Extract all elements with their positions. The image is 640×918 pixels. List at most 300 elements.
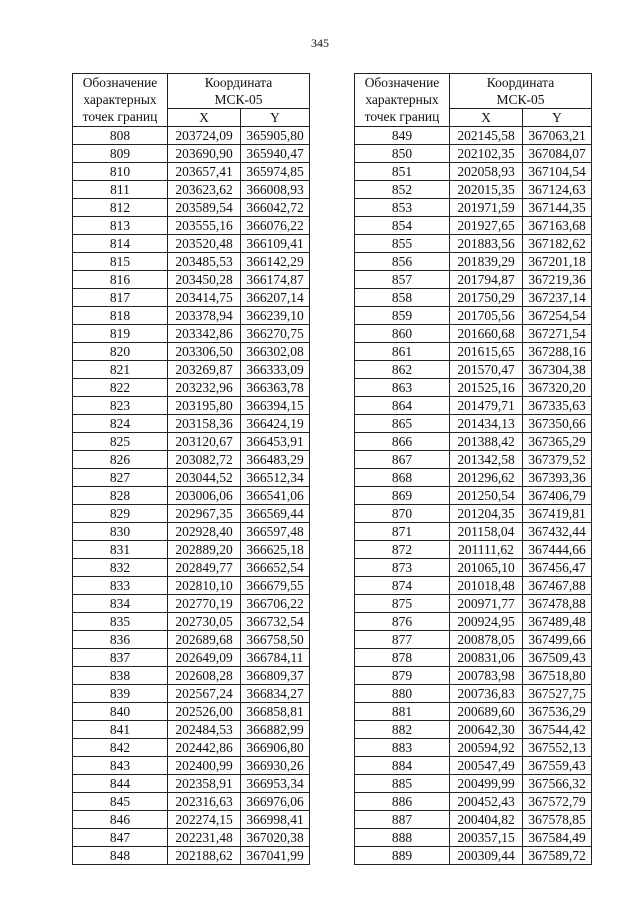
x-coordinate-cell: 203120,67 xyxy=(168,433,241,451)
table-row xyxy=(73,379,310,397)
table-row xyxy=(73,559,310,577)
point-number-cell: 858 xyxy=(355,289,450,307)
x-coordinate-cell: 203195,80 xyxy=(168,397,241,415)
y-coordinate-cell: 367544,42 xyxy=(523,721,592,739)
table-row xyxy=(355,145,592,163)
point-number-cell: 882 xyxy=(355,721,450,739)
y-coordinate-cell: 366976,06 xyxy=(241,793,310,811)
point-number-cell: 839 xyxy=(73,685,168,703)
point-number-cell: 815 xyxy=(73,253,168,271)
header-point-label xyxy=(355,74,450,127)
x-coordinate-cell: 202849,77 xyxy=(168,559,241,577)
y-coordinate-cell: 366953,34 xyxy=(241,775,310,793)
x-coordinate-cell: 200736,83 xyxy=(450,685,523,703)
table-row xyxy=(73,631,310,649)
table-row xyxy=(355,793,592,811)
point-number-cell: 836 xyxy=(73,631,168,649)
table-row xyxy=(355,811,592,829)
point-number-cell: 867 xyxy=(355,451,450,469)
point-number-cell: 887 xyxy=(355,811,450,829)
y-coordinate-cell: 366109,41 xyxy=(241,235,310,253)
x-coordinate-cell: 202770,19 xyxy=(168,595,241,613)
y-coordinate-cell: 366270,75 xyxy=(241,325,310,343)
x-coordinate-cell: 201570,47 xyxy=(450,361,523,379)
y-coordinate-cell: 367419,81 xyxy=(523,505,592,523)
x-coordinate-cell: 203378,94 xyxy=(168,307,241,325)
x-coordinate-cell: 201111,62 xyxy=(450,541,523,559)
point-number-cell: 848 xyxy=(73,847,168,865)
table-row xyxy=(355,487,592,505)
y-coordinate-cell: 366239,10 xyxy=(241,307,310,325)
point-number-cell: 889 xyxy=(355,847,450,865)
point-number-cell: 819 xyxy=(73,325,168,343)
y-coordinate-cell: 367509,43 xyxy=(523,649,592,667)
table-row xyxy=(73,307,310,325)
table-row xyxy=(73,595,310,613)
y-coordinate-cell: 366834,27 xyxy=(241,685,310,703)
point-number-cell: 884 xyxy=(355,757,450,775)
point-number-cell: 879 xyxy=(355,667,450,685)
y-coordinate-cell: 366042,72 xyxy=(241,199,310,217)
y-coordinate-cell: 367254,54 xyxy=(523,307,592,325)
x-coordinate-cell: 202689,68 xyxy=(168,631,241,649)
y-coordinate-cell: 366809,37 xyxy=(241,667,310,685)
table-row xyxy=(73,541,310,559)
x-coordinate-cell: 202810,10 xyxy=(168,577,241,595)
table-row xyxy=(355,685,592,703)
table-row xyxy=(355,775,592,793)
table-row xyxy=(355,523,592,541)
y-coordinate-cell: 367432,44 xyxy=(523,523,592,541)
table-row xyxy=(73,271,310,289)
x-coordinate-cell: 201158,04 xyxy=(450,523,523,541)
y-coordinate-cell: 367518,80 xyxy=(523,667,592,685)
table-row xyxy=(73,415,310,433)
page-number: 345 xyxy=(311,36,329,50)
point-number-cell: 855 xyxy=(355,235,450,253)
x-coordinate-cell: 203082,72 xyxy=(168,451,241,469)
x-coordinate-cell: 203690,90 xyxy=(168,145,241,163)
table-row xyxy=(73,487,310,505)
x-coordinate-cell: 200924,95 xyxy=(450,613,523,631)
x-coordinate-cell: 200971,77 xyxy=(450,595,523,613)
table-row xyxy=(73,361,310,379)
header-label-line: Обозначение xyxy=(364,75,440,90)
x-coordinate-cell: 203306,50 xyxy=(168,343,241,361)
table-row xyxy=(355,451,592,469)
x-coordinate-cell: 201525,16 xyxy=(450,379,523,397)
y-coordinate-cell: 367288,16 xyxy=(523,343,592,361)
point-number-cell: 812 xyxy=(73,199,168,217)
table-row xyxy=(355,397,592,415)
point-number-cell: 826 xyxy=(73,451,168,469)
x-coordinate-cell: 203657,41 xyxy=(168,163,241,181)
x-coordinate-cell: 202442,86 xyxy=(168,739,241,757)
table-row xyxy=(355,289,592,307)
point-number-cell: 810 xyxy=(73,163,168,181)
y-coordinate-cell: 367499,66 xyxy=(523,631,592,649)
x-coordinate-cell: 202567,24 xyxy=(168,685,241,703)
header-coordinate xyxy=(450,74,592,109)
x-coordinate-cell: 203485,53 xyxy=(168,253,241,271)
point-number-cell: 822 xyxy=(73,379,168,397)
y-coordinate-cell: 367444,66 xyxy=(523,541,592,559)
point-number-cell: 886 xyxy=(355,793,450,811)
y-coordinate-cell: 366998,41 xyxy=(241,811,310,829)
y-coordinate-cell: 366174,87 xyxy=(241,271,310,289)
y-coordinate-cell: 367320,20 xyxy=(523,379,592,397)
table-row xyxy=(355,541,592,559)
x-coordinate-cell: 200452,43 xyxy=(450,793,523,811)
y-coordinate-cell: 367527,75 xyxy=(523,685,592,703)
table-row xyxy=(73,685,310,703)
x-coordinate-cell: 200547,49 xyxy=(450,757,523,775)
point-number-cell: 875 xyxy=(355,595,450,613)
point-number-cell: 859 xyxy=(355,307,450,325)
table-row xyxy=(73,847,310,865)
point-number-cell: 837 xyxy=(73,649,168,667)
table-row xyxy=(73,613,310,631)
y-coordinate-cell: 366882,99 xyxy=(241,721,310,739)
y-coordinate-cell: 367144,35 xyxy=(523,199,592,217)
y-coordinate-cell: 366142,29 xyxy=(241,253,310,271)
x-coordinate-cell: 200309,44 xyxy=(450,847,523,865)
y-coordinate-cell: 366784,11 xyxy=(241,649,310,667)
x-coordinate-cell: 202358,91 xyxy=(168,775,241,793)
y-coordinate-cell: 367237,14 xyxy=(523,289,592,307)
table-row xyxy=(355,307,592,325)
x-coordinate-cell: 202649,09 xyxy=(168,649,241,667)
y-coordinate-cell: 367536,29 xyxy=(523,703,592,721)
x-coordinate-cell: 202400,99 xyxy=(168,757,241,775)
point-number-cell: 817 xyxy=(73,289,168,307)
point-number-cell: 864 xyxy=(355,397,450,415)
table-row xyxy=(355,469,592,487)
y-coordinate-cell: 367104,54 xyxy=(523,163,592,181)
point-number-cell: 821 xyxy=(73,361,168,379)
y-coordinate-cell: 367041,99 xyxy=(241,847,310,865)
point-number-cell: 860 xyxy=(355,325,450,343)
point-number-cell: 846 xyxy=(73,811,168,829)
table-row xyxy=(73,505,310,523)
x-coordinate-cell: 202608,28 xyxy=(168,667,241,685)
x-coordinate-cell: 202274,15 xyxy=(168,811,241,829)
y-coordinate-cell: 367350,66 xyxy=(523,415,592,433)
x-coordinate-cell: 200594,92 xyxy=(450,739,523,757)
table-row xyxy=(73,757,310,775)
table-row xyxy=(355,649,592,667)
point-number-cell: 827 xyxy=(73,469,168,487)
table-body-right xyxy=(355,127,592,865)
point-number-cell: 825 xyxy=(73,433,168,451)
y-coordinate-cell: 367379,52 xyxy=(523,451,592,469)
point-number-cell: 842 xyxy=(73,739,168,757)
point-number-cell: 838 xyxy=(73,667,168,685)
point-number-cell: 876 xyxy=(355,613,450,631)
y-coordinate-cell: 366207,14 xyxy=(241,289,310,307)
y-coordinate-cell: 367589,72 xyxy=(523,847,592,865)
point-number-cell: 878 xyxy=(355,649,450,667)
table-row xyxy=(73,433,310,451)
point-number-cell: 870 xyxy=(355,505,450,523)
table-row xyxy=(355,217,592,235)
table-row xyxy=(355,181,592,199)
table-body-left xyxy=(73,127,310,865)
y-coordinate-cell: 367478,88 xyxy=(523,595,592,613)
y-coordinate-cell: 366906,80 xyxy=(241,739,310,757)
y-coordinate-cell: 366569,44 xyxy=(241,505,310,523)
table-row xyxy=(73,739,310,757)
point-number-cell: 873 xyxy=(355,559,450,577)
point-number-cell: 814 xyxy=(73,235,168,253)
header-coordinate-line: Координата xyxy=(486,75,555,90)
y-coordinate-cell: 366363,78 xyxy=(241,379,310,397)
x-coordinate-cell: 200783,98 xyxy=(450,667,523,685)
point-number-cell: 830 xyxy=(73,523,168,541)
table-row xyxy=(73,325,310,343)
point-number-cell: 828 xyxy=(73,487,168,505)
x-coordinate-cell: 200689,60 xyxy=(450,703,523,721)
point-number-cell: 856 xyxy=(355,253,450,271)
y-coordinate-cell: 367020,38 xyxy=(241,829,310,847)
point-number-cell: 823 xyxy=(73,397,168,415)
y-coordinate-cell: 367489,48 xyxy=(523,613,592,631)
y-coordinate-cell: 367124,63 xyxy=(523,181,592,199)
y-coordinate-cell: 366483,29 xyxy=(241,451,310,469)
table-row xyxy=(73,235,310,253)
y-coordinate-cell: 367063,21 xyxy=(523,127,592,145)
point-number-cell: 865 xyxy=(355,415,450,433)
y-coordinate-cell: 366732,54 xyxy=(241,613,310,631)
point-number-cell: 852 xyxy=(355,181,450,199)
point-number-cell: 809 xyxy=(73,145,168,163)
x-coordinate-cell: 202730,05 xyxy=(168,613,241,631)
x-coordinate-cell: 202058,93 xyxy=(450,163,523,181)
table-row xyxy=(355,379,592,397)
x-coordinate-cell: 201971,59 xyxy=(450,199,523,217)
table-row xyxy=(355,631,592,649)
x-coordinate-cell: 203006,06 xyxy=(168,487,241,505)
y-coordinate-cell: 367578,85 xyxy=(523,811,592,829)
y-coordinate-cell: 366541,06 xyxy=(241,487,310,505)
table-row xyxy=(73,667,310,685)
point-number-cell: 829 xyxy=(73,505,168,523)
point-number-cell: 813 xyxy=(73,217,168,235)
header-x: X xyxy=(168,109,241,127)
point-number-cell: 844 xyxy=(73,775,168,793)
x-coordinate-cell: 201018,48 xyxy=(450,577,523,595)
table-row xyxy=(73,145,310,163)
point-number-cell: 850 xyxy=(355,145,450,163)
x-coordinate-cell: 202231,48 xyxy=(168,829,241,847)
x-coordinate-cell: 200357,15 xyxy=(450,829,523,847)
y-coordinate-cell: 367304,38 xyxy=(523,361,592,379)
y-coordinate-cell: 367271,54 xyxy=(523,325,592,343)
header-label-line: характерных xyxy=(83,92,157,107)
point-number-cell: 877 xyxy=(355,631,450,649)
point-number-cell: 811 xyxy=(73,181,168,199)
point-number-cell: 854 xyxy=(355,217,450,235)
x-coordinate-cell: 203623,62 xyxy=(168,181,241,199)
header-point-label xyxy=(73,74,168,127)
x-coordinate-cell: 201615,65 xyxy=(450,343,523,361)
point-number-cell: 872 xyxy=(355,541,450,559)
x-coordinate-cell: 202967,35 xyxy=(168,505,241,523)
table-row xyxy=(73,649,310,667)
point-number-cell: 853 xyxy=(355,199,450,217)
point-number-cell: 863 xyxy=(355,379,450,397)
y-coordinate-cell: 366930,26 xyxy=(241,757,310,775)
table-row xyxy=(73,523,310,541)
y-coordinate-cell: 367584,49 xyxy=(523,829,592,847)
point-number-cell: 818 xyxy=(73,307,168,325)
table-row xyxy=(73,577,310,595)
table-row xyxy=(73,721,310,739)
x-coordinate-cell: 202015,35 xyxy=(450,181,523,199)
x-coordinate-cell: 200642,30 xyxy=(450,721,523,739)
y-coordinate-cell: 366597,48 xyxy=(241,523,310,541)
table-row xyxy=(355,757,592,775)
table-row xyxy=(355,361,592,379)
y-coordinate-cell: 367335,63 xyxy=(523,397,592,415)
x-coordinate-cell: 201250,54 xyxy=(450,487,523,505)
x-coordinate-cell: 203589,54 xyxy=(168,199,241,217)
y-coordinate-cell: 366394,15 xyxy=(241,397,310,415)
x-coordinate-cell: 201750,29 xyxy=(450,289,523,307)
y-coordinate-cell: 366858,81 xyxy=(241,703,310,721)
header-label-line: характерных xyxy=(365,92,439,107)
x-coordinate-cell: 203450,28 xyxy=(168,271,241,289)
point-number-cell: 831 xyxy=(73,541,168,559)
x-coordinate-cell: 202145,58 xyxy=(450,127,523,145)
table-row xyxy=(73,181,310,199)
y-coordinate-cell: 366008,93 xyxy=(241,181,310,199)
table-row xyxy=(355,325,592,343)
table-row xyxy=(355,433,592,451)
y-coordinate-cell: 367219,36 xyxy=(523,271,592,289)
y-coordinate-cell: 365905,80 xyxy=(241,127,310,145)
table-row xyxy=(355,739,592,757)
x-coordinate-cell: 201705,56 xyxy=(450,307,523,325)
y-coordinate-cell: 366076,22 xyxy=(241,217,310,235)
x-coordinate-cell: 201839,29 xyxy=(450,253,523,271)
table-row xyxy=(355,847,592,865)
point-number-cell: 816 xyxy=(73,271,168,289)
table-row xyxy=(355,271,592,289)
table-row xyxy=(73,469,310,487)
x-coordinate-cell: 200404,82 xyxy=(450,811,523,829)
y-coordinate-cell: 367406,79 xyxy=(523,487,592,505)
x-coordinate-cell: 201883,56 xyxy=(450,235,523,253)
table-row xyxy=(73,451,310,469)
table-row xyxy=(355,415,592,433)
x-coordinate-cell: 203232,96 xyxy=(168,379,241,397)
point-number-cell: 808 xyxy=(73,127,168,145)
x-coordinate-cell: 202526,00 xyxy=(168,703,241,721)
table-row xyxy=(355,199,592,217)
table-row xyxy=(355,595,592,613)
point-number-cell: 840 xyxy=(73,703,168,721)
header-x: X xyxy=(450,109,523,127)
table-row xyxy=(73,397,310,415)
point-number-cell: 866 xyxy=(355,433,450,451)
x-coordinate-cell: 201204,35 xyxy=(450,505,523,523)
y-coordinate-cell: 366333,09 xyxy=(241,361,310,379)
table-row xyxy=(73,199,310,217)
point-number-cell: 843 xyxy=(73,757,168,775)
y-coordinate-cell: 367559,43 xyxy=(523,757,592,775)
table-row xyxy=(73,253,310,271)
x-coordinate-cell: 203269,87 xyxy=(168,361,241,379)
y-coordinate-cell: 367201,18 xyxy=(523,253,592,271)
table-row xyxy=(355,127,592,145)
table-row xyxy=(355,505,592,523)
point-number-cell: 885 xyxy=(355,775,450,793)
y-coordinate-cell: 366302,08 xyxy=(241,343,310,361)
table-row xyxy=(73,343,310,361)
x-coordinate-cell: 200831,06 xyxy=(450,649,523,667)
x-coordinate-cell: 203044,52 xyxy=(168,469,241,487)
point-number-cell: 845 xyxy=(73,793,168,811)
y-coordinate-cell: 367163,68 xyxy=(523,217,592,235)
table-row xyxy=(355,253,592,271)
table-row xyxy=(73,793,310,811)
y-coordinate-cell: 367456,47 xyxy=(523,559,592,577)
point-number-cell: 834 xyxy=(73,595,168,613)
x-coordinate-cell: 201660,68 xyxy=(450,325,523,343)
y-coordinate-cell: 366758,50 xyxy=(241,631,310,649)
x-coordinate-cell: 201296,62 xyxy=(450,469,523,487)
y-coordinate-cell: 366512,34 xyxy=(241,469,310,487)
y-coordinate-cell: 367182,62 xyxy=(523,235,592,253)
point-number-cell: 824 xyxy=(73,415,168,433)
point-number-cell: 881 xyxy=(355,703,450,721)
x-coordinate-cell: 201434,13 xyxy=(450,415,523,433)
y-coordinate-cell: 366706,22 xyxy=(241,595,310,613)
y-coordinate-cell: 366652,54 xyxy=(241,559,310,577)
y-coordinate-cell: 367393,36 xyxy=(523,469,592,487)
x-coordinate-cell: 200499,99 xyxy=(450,775,523,793)
point-number-cell: 861 xyxy=(355,343,450,361)
y-coordinate-cell: 365974,85 xyxy=(241,163,310,181)
point-number-cell: 832 xyxy=(73,559,168,577)
table-row xyxy=(355,613,592,631)
x-coordinate-cell: 203555,16 xyxy=(168,217,241,235)
header-y: Y xyxy=(523,109,592,127)
x-coordinate-cell: 201388,42 xyxy=(450,433,523,451)
header-coordinate xyxy=(168,74,310,109)
point-number-cell: 847 xyxy=(73,829,168,847)
x-coordinate-cell: 202316,63 xyxy=(168,793,241,811)
x-coordinate-cell: 202102,35 xyxy=(450,145,523,163)
table-row xyxy=(355,703,592,721)
point-number-cell: 868 xyxy=(355,469,450,487)
table-row xyxy=(73,127,310,145)
point-number-cell: 880 xyxy=(355,685,450,703)
point-number-cell: 820 xyxy=(73,343,168,361)
table-row xyxy=(355,721,592,739)
y-coordinate-cell: 366679,55 xyxy=(241,577,310,595)
point-number-cell: 833 xyxy=(73,577,168,595)
table-row xyxy=(355,577,592,595)
point-number-cell: 841 xyxy=(73,721,168,739)
table-row xyxy=(73,703,310,721)
x-coordinate-cell: 202889,20 xyxy=(168,541,241,559)
point-number-cell: 871 xyxy=(355,523,450,541)
header-coordinate-line: МСК-05 xyxy=(496,92,545,107)
x-coordinate-cell: 201479,71 xyxy=(450,397,523,415)
point-number-cell: 862 xyxy=(355,361,450,379)
